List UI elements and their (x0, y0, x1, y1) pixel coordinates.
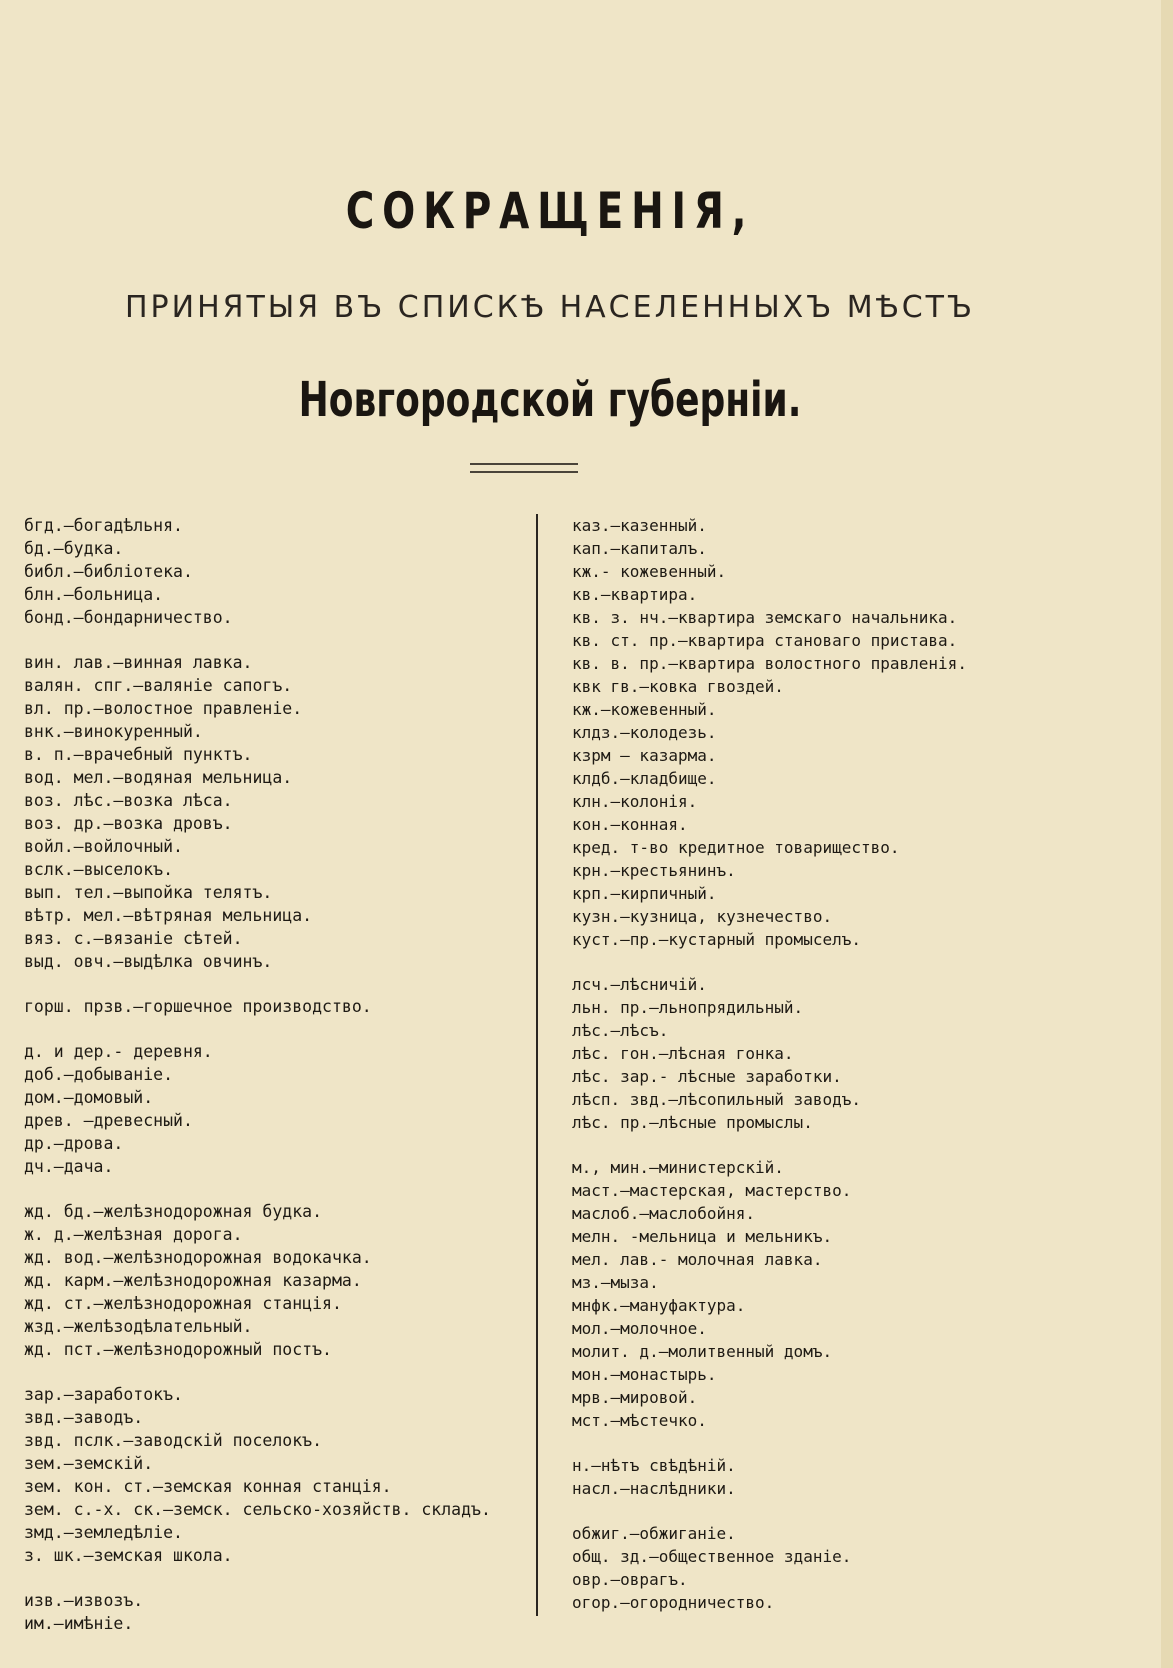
abbreviation-entry: льн. пр.—льнопрядильный. (572, 998, 804, 1017)
abbreviation-entry: огор.—огородничество. (572, 1593, 775, 1612)
abbreviation-entry: кзрм — казарма. (572, 746, 717, 765)
column-divider (536, 514, 538, 1616)
page-subtitle: ПРИНЯТЫЯ ВЪ СПИСКѢ НАСЕЛЕННЫХЪ МѢСТЪ (124, 290, 975, 325)
left-column (24, 514, 529, 1635)
abbreviation-entry: кап.—капиталъ. (572, 539, 707, 558)
abbreviation-entry: кузн.—кузница, кузнечество. (572, 907, 833, 926)
abbreviation-group (24, 1200, 529, 1361)
abbreviation-entry: вслк.—выселокъ. (24, 860, 174, 879)
abbreviation-entry: маслоб.—маслобойня. (572, 1204, 756, 1223)
abbreviation-entry: клдб.—кладбище. (572, 769, 717, 788)
page-edge (1161, 0, 1173, 1668)
abbreviation-entry: бд.—будка. (24, 539, 124, 558)
abbreviation-entry: змд.—земледѣліе. (24, 1523, 183, 1542)
abbreviation-entry: лсч.—лѣсничій. (572, 975, 707, 994)
abbreviation-group (572, 1454, 1062, 1500)
abbreviation-entry: зар.—заработокъ. (24, 1385, 183, 1404)
abbreviation-entry: зем. кон. ст.—земская конная станція. (24, 1477, 392, 1496)
abbreviation-entry: звд. пслк.—заводскій поселокъ. (24, 1431, 323, 1450)
abbreviation-entry: жд. пст.—желѣзнодорожный постъ. (24, 1340, 332, 1359)
abbreviation-group (572, 514, 1062, 951)
abbreviation-entry: жд. ст.—желѣзнодорожная станція. (24, 1294, 342, 1313)
abbreviation-entry: мел. лав.- молочная лавка. (572, 1250, 823, 1269)
abbreviation-entry: кж.—кожевенный. (572, 700, 717, 719)
abbreviation-entry: мст.—мѣстечко. (572, 1411, 707, 1430)
abbreviation-group (572, 1156, 1062, 1432)
abbreviation-entry: дч.—дача. (24, 1157, 114, 1176)
abbreviation-entry: вяз. с.—вязаніе сѣтей. (24, 929, 243, 948)
abbreviation-entry: обжиг.—обжиганіе. (572, 1524, 736, 1543)
abbreviation-entry: мол.—молочное. (572, 1319, 707, 1338)
abbreviation-entry: клн.—колонія. (572, 792, 698, 811)
abbreviation-entry: кв.—квартира. (572, 585, 698, 604)
abbreviation-entry: кв. в. пр.—квартира волостного правленія. (572, 654, 967, 673)
abbreviation-entry: доб.—добываніе. (24, 1065, 174, 1084)
abbreviation-entry: крн.—крестьянинъ. (572, 861, 736, 880)
abbreviation-entry: вод. мел.—водяная мельница. (24, 768, 293, 787)
abbreviation-entry: мрв.—мировой. (572, 1388, 698, 1407)
abbreviation-entry: кред. т-во кредитное товарищество. (572, 838, 900, 857)
region-title: Новгородской губерніи. (298, 372, 802, 428)
abbreviation-group (24, 1040, 529, 1178)
abbreviation-entry: выд. овч.—выдѣлка овчинъ. (24, 952, 273, 971)
abbreviation-entry: мнфк.—мануфактура. (572, 1296, 746, 1315)
abbreviation-entry: каз.—казенный. (572, 516, 707, 535)
abbreviation-entry: древ. —древесный. (24, 1111, 193, 1130)
abbreviation-entry: звд.—заводъ. (24, 1408, 144, 1427)
abbreviation-entry: зем. с.-х. ск.—земск. сельско-хозяйств. складъ. (24, 1500, 491, 1519)
abbreviation-entry: клдз.—колодезь. (572, 723, 717, 742)
abbreviation-entry: лѣс.—лѣсъ. (572, 1021, 669, 1040)
abbreviation-entry: воз. др.—возка дровъ. (24, 814, 233, 833)
abbreviation-entry: жзд.—желѣзодѣлательный. (24, 1317, 253, 1336)
abbreviation-group (24, 1589, 529, 1635)
abbreviation-entry: лѣс. зар.- лѣсные заработки. (572, 1067, 842, 1086)
abbreviation-entry: вып. тел.—выпойка телятъ. (24, 883, 273, 902)
abbreviation-entry: вл. пр.—волостное правленіе. (24, 699, 303, 718)
abbreviation-entry: жд. карм.—желѣзнодорожная казарма. (24, 1271, 362, 1290)
page-title: СОКРАЩЕНІЯ, (345, 182, 755, 240)
abbreviation-group (24, 1383, 529, 1567)
abbreviation-entry: овр.—оврагъ. (572, 1570, 688, 1589)
abbreviation-entry: вин. лав.—винная лавка. (24, 653, 253, 672)
abbreviation-entry: мз.—мыза. (572, 1273, 659, 1292)
abbreviation-entry: блн.—больница. (24, 585, 164, 604)
abbreviation-group (572, 973, 1062, 1134)
abbreviation-entry: войл.—войлочный. (24, 837, 183, 856)
abbreviation-entry: д. и дер.- деревня. (24, 1042, 213, 1061)
abbreviation-entry: в. п.—врачебный пунктъ. (24, 745, 253, 764)
abbreviation-entry: молит. д.—молитвенный домъ. (572, 1342, 833, 1361)
abbreviation-entry: кж.- кожевенный. (572, 562, 727, 581)
abbreviation-group (572, 1522, 1062, 1614)
right-column (572, 514, 1062, 1614)
abbreviation-entry: лѣс. гон.—лѣсная гонка. (572, 1044, 794, 1063)
abbreviation-entry: лѣсп. звд.—лѣсопильный заводъ. (572, 1090, 861, 1109)
abbreviation-entry: кв. ст. пр.—квартира становаго пристава. (572, 631, 958, 650)
abbreviation-entry: библ.—библіотека. (24, 562, 193, 581)
abbreviation-entry: лѣс. пр.—лѣсные промыслы. (572, 1113, 813, 1132)
abbreviation-entry: изв.—извозъ. (24, 1591, 144, 1610)
abbreviation-entry: кв. з. нч.—квартира земскаго начальника. (572, 608, 958, 627)
abbreviation-entry: з. шк.—земская школа. (24, 1546, 233, 1565)
abbreviation-entry: им.—имѣніе. (24, 1614, 134, 1633)
abbreviation-entry: н.—нѣтъ свѣдѣній. (572, 1456, 736, 1475)
abbreviation-entry: дом.—домовый. (24, 1088, 154, 1107)
abbreviation-entry: внк.—винокуренный. (24, 722, 203, 741)
abbreviation-entry: др.—дрова. (24, 1134, 124, 1153)
decorative-rule (470, 463, 578, 473)
abbreviation-entry: мелн. -мельница и мельникъ. (572, 1227, 833, 1246)
abbreviation-entry: маст.—мастерская, мастерство. (572, 1181, 852, 1200)
abbreviation-entry: куст.—пр.—кустарный промыселъ. (572, 930, 861, 949)
abbreviation-entry: горш. прзв.—горшечное производство. (24, 997, 372, 1016)
abbreviation-entry: насл.—наслѣдники. (572, 1479, 736, 1498)
abbreviation-entry: воз. лѣс.—возка лѣса. (24, 791, 233, 810)
abbreviation-group (24, 514, 529, 629)
abbreviation-entry: валян. спг.—валяніе сапогъ. (24, 676, 293, 695)
abbreviation-entry: зем.—земскій. (24, 1454, 154, 1473)
abbreviation-entry: бгд.—богадѣльня. (24, 516, 183, 535)
abbreviation-group (24, 995, 529, 1018)
abbreviation-entry: мон.—монастырь. (572, 1365, 717, 1384)
abbreviation-entry: жд. бд.—желѣзнодорожная будка. (24, 1202, 323, 1221)
abbreviation-entry: общ. зд.—общественное зданіе. (572, 1547, 852, 1566)
abbreviation-entry: вѣтр. мел.—вѣтряная мельница. (24, 906, 313, 925)
abbreviation-entry: бонд.—бондарничество. (24, 608, 233, 627)
abbreviation-group (24, 651, 529, 973)
abbreviation-entry: м., мин.—министерскій. (572, 1158, 784, 1177)
abbreviation-entry: кон.—конная. (572, 815, 688, 834)
abbreviation-entry: ж. д.—желѣзная дорога. (24, 1225, 243, 1244)
abbreviation-entry: квк гв.—ковка гвоздей. (572, 677, 784, 696)
abbreviation-entry: жд. вод.—желѣзнодорожная водокачка. (24, 1248, 372, 1267)
abbreviation-entry: крп.—кирпичный. (572, 884, 717, 903)
